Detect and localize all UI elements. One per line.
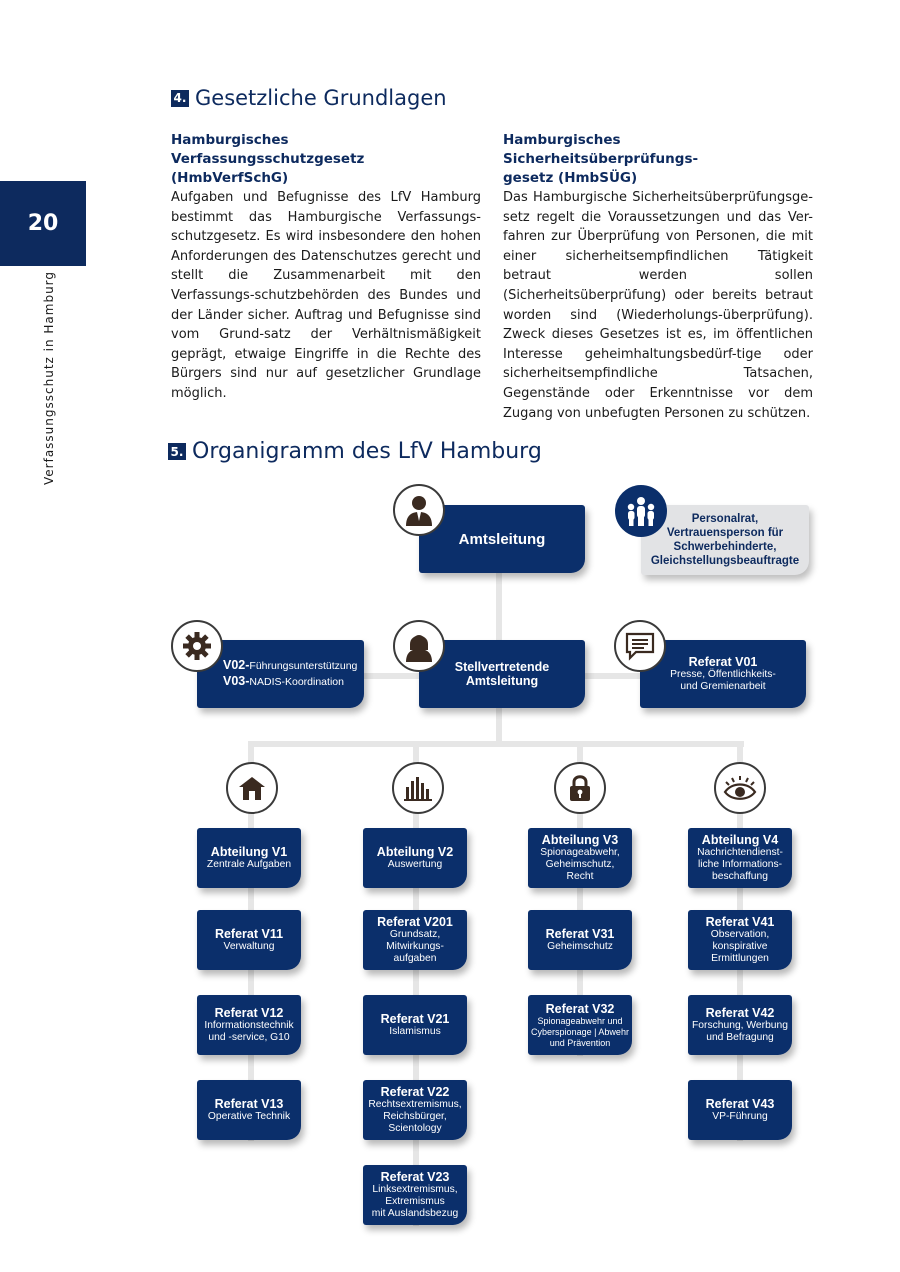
- box-referat-v22: [363, 1080, 467, 1140]
- v02-label: Führungsunterstützung: [249, 660, 358, 672]
- v43-line: VP-Führung: [712, 1110, 768, 1122]
- v13-title: Referat V13: [214, 1096, 284, 1111]
- v21-line: Islamismus: [389, 1025, 441, 1037]
- v201-line: aufgaben: [393, 953, 437, 965]
- v32-title: Referat V32: [545, 1001, 615, 1016]
- v201-line: Mitwirkungs-: [386, 940, 444, 952]
- v02-code: V02-: [223, 658, 250, 672]
- personalrat-line: Personalrat,: [691, 513, 759, 525]
- group-people-icon: [615, 485, 667, 537]
- v4-line: beschaffung: [712, 871, 768, 883]
- box-referat-v42: [688, 995, 792, 1055]
- v22-line: Reichsbürger,: [383, 1110, 447, 1122]
- box-referat-v11: [197, 910, 301, 970]
- section-5-heading: [168, 439, 542, 464]
- v32-line: und Prävention: [549, 1037, 611, 1048]
- v12-title: Referat V12: [214, 1005, 284, 1020]
- section-4-number: 4.: [171, 90, 189, 107]
- padlock-icon: [554, 762, 606, 814]
- eye-icon: [714, 762, 766, 814]
- house-icon: [226, 762, 278, 814]
- v01-line: Presse, Öffentlichkeits-: [670, 668, 776, 680]
- person-man-icon: [393, 484, 445, 536]
- v23-line: Linksextremismus,: [372, 1183, 458, 1195]
- staff-line-v03: [223, 674, 344, 690]
- v3-title: Abteilung V3: [541, 832, 619, 847]
- v1-line: Zentrale Aufgaben: [206, 858, 292, 870]
- column-hmbverfschg: [171, 131, 481, 404]
- v41-title: Referat V41: [705, 914, 775, 929]
- v201-line: Grundsatz,: [389, 928, 441, 940]
- personalrat-line: Gleichstellungsbeauftragte: [650, 555, 800, 567]
- stellv-line: Stellvertretende: [454, 660, 550, 674]
- v3-line: Geheimschutz,: [545, 858, 615, 870]
- personalrat-line: Schwerbehinderte,: [673, 541, 777, 553]
- speech-bubble-icon: [614, 620, 666, 672]
- staff-line-v02: [223, 658, 357, 674]
- v42-line: Forschung, Werbung: [692, 1019, 788, 1031]
- gear-icon: [171, 620, 223, 672]
- v43-title: Referat V43: [705, 1096, 775, 1111]
- v2-title: Abteilung V2: [376, 844, 454, 859]
- v32-line: Cyberspionage | Abwehr: [531, 1026, 629, 1037]
- v41-line: Ermittlungen: [711, 953, 769, 965]
- v31-line: Geheimschutz: [547, 940, 613, 952]
- box-referat-v43: [688, 1080, 792, 1140]
- personalrat-text: [651, 512, 799, 568]
- v41-line: konspirative: [712, 940, 768, 952]
- box-abteilung-v1: [197, 828, 301, 888]
- section-5-title: Organigramm des LfV Hamburg: [192, 439, 542, 464]
- v01-title: Referat V01: [688, 654, 758, 669]
- personalrat-line: Vertrauensperson für: [666, 527, 784, 539]
- hmbsueg-heading-line1: Hamburgisches Sicherheitsüberprüfungs-: [503, 132, 699, 167]
- box-referat-v201: [363, 910, 467, 970]
- v1-title: Abteilung V1: [210, 844, 288, 859]
- v12-line: und -service, G10: [208, 1032, 290, 1043]
- hmbsueg-body: Das Hamburgische Sicherheitsüberprüfungsge-setz regelt die Voraussetzungen und das Ver-fahren zur Überprüfung von Personen, die mit einer sicherheitsempfindlichen Tätigkeit betraut werden sollen (Sicherheitsüberprüfung) oder bereits betraut worden sind (Wiederholungs-überprüfung). Zweck dieses Gesetzes ist es, im öffentlichen Interesse geheimhaltungsbedürf-tige oder sicherheitsempfindliche Tatsachen, Gegenstände oder Erkenntnisse vor dem Zugang von unbefugten Personen zu schützen.: [503, 190, 813, 421]
- bar-chart-icon: [392, 762, 444, 814]
- v3-line: Spionageabwehr,: [540, 846, 620, 858]
- v23-title: Referat V23: [380, 1169, 450, 1184]
- person-woman-icon: [393, 620, 445, 672]
- v01-line: und Gremienarbeit: [680, 681, 766, 692]
- box-referat-v31: [528, 910, 632, 970]
- hmbverfschg-heading-line1: Hamburgisches Verfassungsschutzgesetz: [171, 132, 365, 167]
- v03-label: NADIS-Koordination: [249, 676, 344, 688]
- section-4-title: Gesetzliche Grundlagen: [195, 86, 447, 110]
- v23-line: Extremismus: [385, 1195, 445, 1207]
- v4-line: Nachrichtendienst-: [697, 846, 783, 858]
- v41-line: Observation,: [710, 928, 770, 940]
- box-abteilung-v3: [528, 828, 632, 888]
- v13-line: Operative Technik: [207, 1110, 291, 1122]
- v2-line: Auswertung: [387, 858, 443, 870]
- hmbverfschg-heading-line2: (HmbVerfSchG): [171, 170, 289, 186]
- v22-title: Referat V22: [380, 1084, 450, 1099]
- v4-title: Abteilung V4: [701, 832, 779, 847]
- stellv-line: Amtsleitung: [465, 674, 539, 688]
- v22-line: Scientology: [388, 1123, 442, 1135]
- box-referat-v12: [197, 995, 301, 1055]
- v32-line: Spionageabwehr und: [537, 1015, 623, 1026]
- page-number: 20: [0, 181, 86, 266]
- box-referat-v13: [197, 1080, 301, 1140]
- section-5-number: 5.: [168, 443, 186, 460]
- box-referat-v32: [528, 995, 632, 1055]
- v23-line: mit Auslandsbezug: [371, 1208, 459, 1220]
- hmbsueg-heading-line2: gesetz (HmbSÜG): [503, 170, 638, 186]
- v03-code: V03-: [223, 674, 250, 688]
- amtsleitung-label: Amtsleitung: [458, 530, 546, 548]
- v21-title: Referat V21: [380, 1011, 450, 1026]
- column-hmbsueg: [503, 131, 813, 423]
- box-referat-v23: [363, 1165, 467, 1225]
- v42-line: und Befragung: [706, 1032, 774, 1043]
- box-referat-v21: [363, 995, 467, 1055]
- v11-title: Referat V11: [214, 926, 284, 941]
- side-title: Verfassungsschutz in Hamburg: [42, 270, 56, 485]
- v3-line: Recht: [566, 871, 594, 883]
- box-abteilung-v2: [363, 828, 467, 888]
- v31-title: Referat V31: [545, 926, 615, 941]
- v12-line: Informationstechnik: [204, 1019, 294, 1031]
- v42-title: Referat V42: [705, 1005, 775, 1020]
- v11-line: Verwaltung: [223, 940, 275, 952]
- v22-line: Rechtsextremismus,: [368, 1098, 462, 1110]
- v201-title: Referat V201: [377, 914, 453, 929]
- v4-line: liche Informations-: [697, 858, 783, 870]
- box-abteilung-v4: [688, 828, 792, 888]
- box-referat-v41: [688, 910, 792, 970]
- section-4-heading: [171, 86, 447, 110]
- hmbverfschg-body: Aufgaben und Befugnisse des LfV Hamburg bestimmt das Hamburgische Verfassungs-schutzgesetz. Es wird insbesondere den hohen Anforderungen des Datenschutzes gerecht und stellt die Zusammenarbeit mit den Verfassungs-schutzbehörden des Bundes und der Länder sicher. Auftrag und Befugnisse sind vom Grund-satz der Verhältnismäßigkeit geprägt, etwaige Eingriffe in die Rechte des Bürgers sind nur auf gesetzlicher Grundlage möglich.: [171, 190, 481, 401]
